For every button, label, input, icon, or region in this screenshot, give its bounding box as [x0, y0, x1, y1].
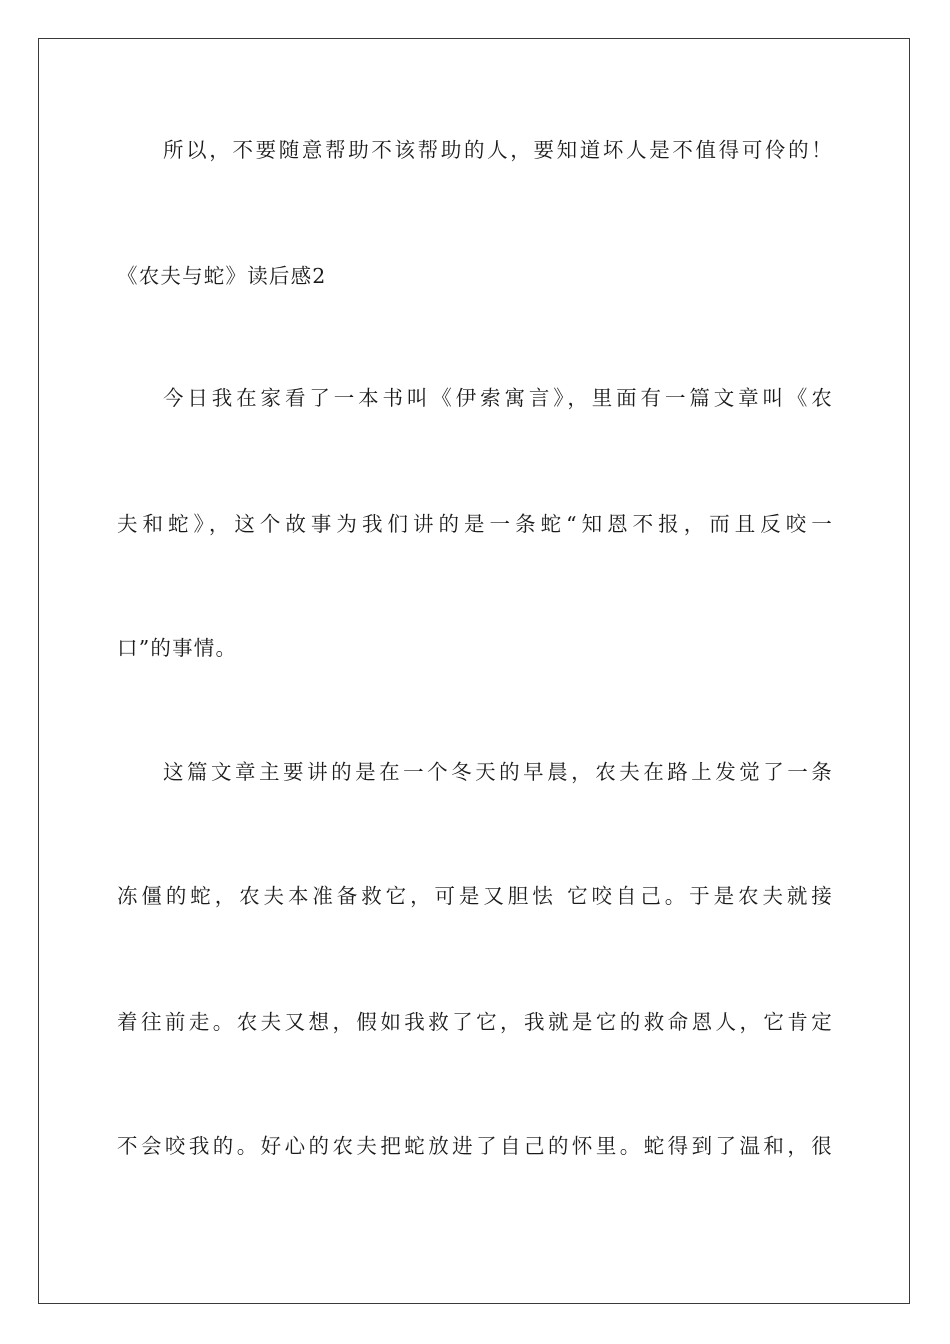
paragraph-1-line-2: 夫和蛇》，这个故事为我们讲的是一条蛇“知恩不报，而且反咬一: [117, 512, 833, 536]
page-border: [38, 38, 910, 1304]
paragraph-1-line-3: 口”的事情。: [117, 636, 238, 660]
paragraph-2-line-1: 这篇文章主要讲的是在一个冬天的早晨，农夫在路上发觉了一条: [163, 760, 833, 784]
section-heading: 《农夫与蛇》读后感2: [117, 264, 327, 288]
paragraph-2-line-2: 冻僵的蛇，农夫本准备救它，可是又胆怯 它咬自己。于是农夫就接: [117, 884, 833, 908]
paragraph-conclusion-line: 所以，不要随意帮助不该帮助的人，要知道坏人是不值得可伶的！: [163, 138, 833, 162]
paragraph-1-line-1: 今日我在家看了一本书叫《伊索寓言》，里面有一篇文章叫《农: [163, 386, 833, 410]
paragraph-2-line-3: 着往前走。农夫又想，假如我救了它，我就是它的救命恩人，它肯定: [117, 1010, 833, 1034]
paragraph-2-line-4: 不会咬我的。好心的农夫把蛇放进了自己的怀里。蛇得到了温和，很: [117, 1134, 833, 1158]
